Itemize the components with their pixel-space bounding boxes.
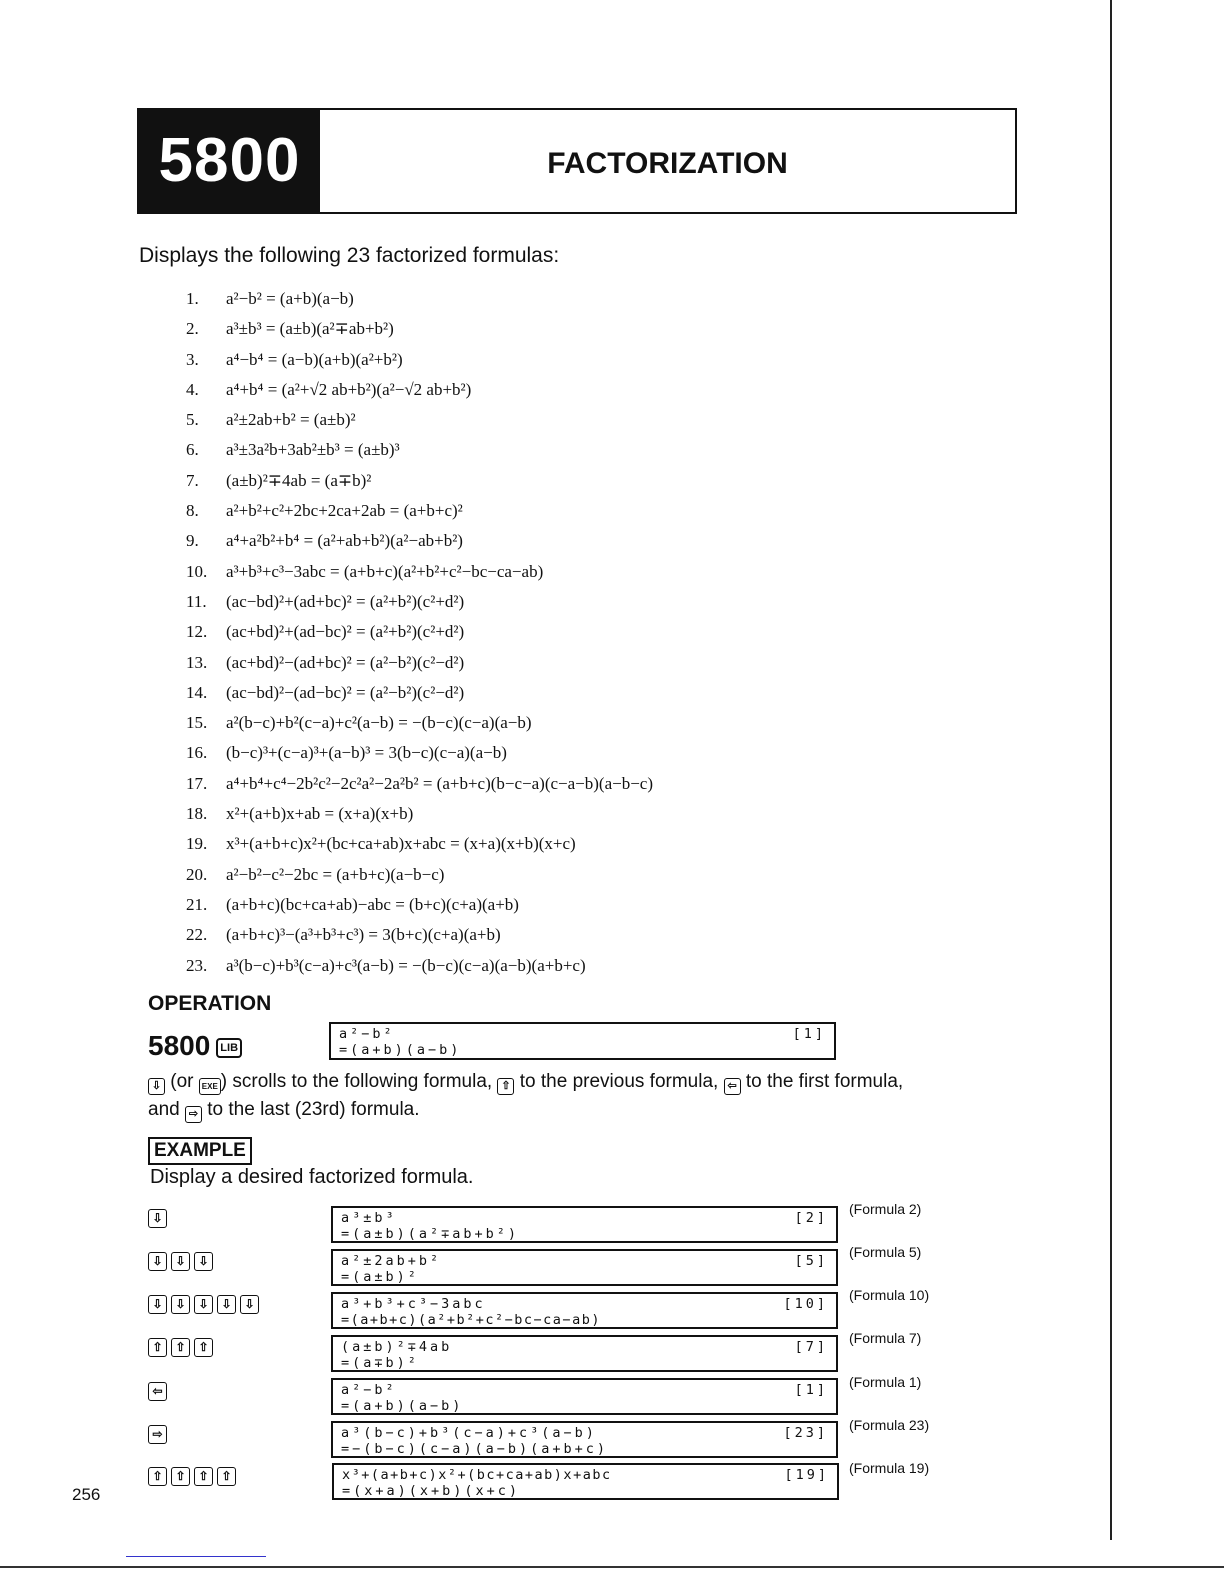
example-display: x³+(a+b+c)x²+(bc+ca+ab)x+abc =(x+a)(x+b)(x+c) [19] bbox=[332, 1463, 839, 1500]
section-title: FACTORIZATION bbox=[547, 147, 788, 180]
formula-item: 16. (b−c)³+(c−a)³+(a−b)³ = 3(b−c)(c−a)(a−b) bbox=[186, 743, 507, 763]
example-heading: EXAMPLE bbox=[148, 1137, 252, 1165]
key-sequence bbox=[148, 1252, 217, 1271]
formula-item: 21. (a+b+c)(bc+ca+ab)−abc = (b+c)(c+a)(a+b) bbox=[186, 894, 519, 914]
example-description: Display a desired factorized formula. bbox=[150, 1166, 474, 1188]
down-arrow-key-icon: ⇩ bbox=[240, 1295, 259, 1314]
formula-item: 5. a²±2ab+b² = (a±b)² bbox=[186, 410, 356, 430]
right-arrow-key-icon: ⇨ bbox=[185, 1106, 202, 1123]
key-sequence bbox=[148, 1467, 240, 1486]
formula-item: 10. a³+b³+c³−3abc = (a+b+c)(a²+b²+c²−bc−ca−ab) bbox=[186, 561, 544, 581]
example-display: a³+b³+c³−3abc =(a+b+c)(a²+b²+c²−bc−ca−ab) [10] bbox=[331, 1292, 838, 1329]
up-arrow-key-icon: ⇧ bbox=[217, 1467, 236, 1486]
operation-key: 5800 LIB bbox=[148, 1030, 242, 1062]
formula-item: 6. a³±3a²b+3ab²±b³ = (a±b)³ bbox=[186, 440, 400, 460]
formula-item: 13. (ac+bd)²−(ad+bc)² = (a²−b²)(c²−d²) bbox=[186, 652, 465, 672]
formula-item: 20. a²−b²−c²−2bc = (a+b+c)(a−b−c) bbox=[186, 864, 445, 884]
right-arrow-key-icon: ⇨ bbox=[148, 1425, 167, 1444]
formula-item: 19. x³+(a+b+c)x²+(bc+ca+ab)x+abc = (x+a)(x+b)(x+c) bbox=[186, 834, 576, 854]
key-sequence bbox=[148, 1295, 263, 1314]
formula-item: 9. a⁴+a²b²+b⁴ = (a²+ab+b²)(a²−ab+b²) bbox=[186, 531, 463, 551]
up-arrow-key-icon: ⇧ bbox=[171, 1467, 190, 1486]
formula-item: 18. x²+(a+b)x+ab = (x+a)(x+b) bbox=[186, 804, 414, 824]
key-sequence bbox=[148, 1425, 171, 1444]
down-arrow-key-icon: ⇩ bbox=[194, 1252, 213, 1271]
down-arrow-key-icon: ⇩ bbox=[148, 1209, 167, 1228]
formula-note: (Formula 19) bbox=[849, 1460, 930, 1476]
example-display: a³±b³ =(a±b)(a²∓ab+b²) [2] bbox=[331, 1206, 838, 1243]
page-number: 256 bbox=[72, 1485, 101, 1504]
scroll-description: ⇩ (or EXE ) scrolls to the following formula, ⇧ to the previous formula, ⇦ to the first formula, and ⇨ to the last (23rd) formula. bbox=[148, 1068, 1048, 1124]
operation-display bbox=[329, 1022, 836, 1060]
up-arrow-key-icon: ⇧ bbox=[194, 1338, 213, 1357]
section-number: 5800 bbox=[139, 110, 320, 212]
left-arrow-key-icon: ⇦ bbox=[148, 1382, 167, 1401]
key-sequence bbox=[148, 1382, 171, 1401]
up-arrow-key-icon: ⇧ bbox=[148, 1338, 167, 1357]
formula-item: 14. (ac−bd)²−(ad−bc)² = (a²−b²)(c²−d²) bbox=[186, 682, 465, 702]
down-arrow-key-icon: ⇩ bbox=[148, 1295, 167, 1314]
formula-item: 3. a⁴−b⁴ = (a−b)(a+b)(a²+b²) bbox=[186, 349, 403, 369]
formula-item: 2. a³±b³ = (a±b)(a²∓ab+b²) bbox=[186, 319, 394, 339]
formula-note: (Formula 7) bbox=[849, 1330, 922, 1346]
formula-item: 7. (a±b)²∓4ab = (a∓b)² bbox=[186, 470, 372, 490]
section-header bbox=[137, 108, 1017, 214]
formula-item: 23. a³(b−c)+b³(c−a)+c³(a−b) = −(b−c)(c−a)(a−b)(a+b+c) bbox=[186, 955, 586, 975]
example-display: a²±2ab+b² =(a±b)² [5] bbox=[331, 1249, 838, 1286]
formula-item: 8. a²+b²+c²+2bc+2ca+2ab = (a+b+c)² bbox=[186, 501, 463, 521]
formula-note: (Formula 10) bbox=[849, 1287, 930, 1303]
display-line-2: =(a+b)(a−b) bbox=[339, 1042, 462, 1058]
example-display: (a±b)²∓4ab =(a∓b)² [7] bbox=[331, 1335, 838, 1372]
key-sequence bbox=[148, 1338, 217, 1357]
underline-mark bbox=[126, 1556, 266, 1557]
formula-note: (Formula 5) bbox=[849, 1244, 922, 1260]
down-arrow-key-icon: ⇩ bbox=[217, 1295, 236, 1314]
example-display: a³(b−c)+b³(c−a)+c³(a−b) =−(b−c)(c−a)(a−b)(a+b+c) [23] bbox=[331, 1421, 838, 1458]
example-display: a²−b² =(a+b)(a−b) [1] bbox=[331, 1378, 838, 1415]
formula-item: 22. (a+b+c)³−(a³+b³+c³) = 3(b+c)(c+a)(a+b) bbox=[186, 925, 501, 945]
lib-key-icon: LIB bbox=[216, 1038, 242, 1058]
up-arrow-key-icon: ⇧ bbox=[171, 1338, 190, 1357]
formula-item: 4. a⁴+b⁴ = (a²+√2 ab+b²)(a²−√2 ab+b²) bbox=[186, 379, 472, 399]
page-edge-bottom bbox=[0, 1566, 1224, 1568]
key-sequence bbox=[148, 1209, 171, 1228]
up-arrow-key-icon: ⇧ bbox=[148, 1467, 167, 1486]
formula-item: 17. a⁴+b⁴+c⁴−2b²c²−2c²a²−2a²b² = (a+b+c)(b−c−a)(c−a−b)(a−b−c) bbox=[186, 773, 654, 793]
down-arrow-key-icon: ⇩ bbox=[171, 1295, 190, 1314]
operation-heading: OPERATION bbox=[148, 992, 272, 1015]
down-arrow-key-icon: ⇩ bbox=[148, 1078, 165, 1095]
display-line-1: a²−b² bbox=[339, 1026, 395, 1042]
display-tag: [1] bbox=[792, 1026, 826, 1042]
exe-key-icon: EXE bbox=[199, 1078, 221, 1095]
left-arrow-key-icon: ⇦ bbox=[724, 1078, 741, 1095]
formula-note: (Formula 2) bbox=[849, 1201, 922, 1217]
formula-list bbox=[186, 284, 653, 981]
page-edge-right bbox=[1110, 0, 1112, 1540]
up-arrow-key-icon: ⇧ bbox=[194, 1467, 213, 1486]
formula-note: (Formula 1) bbox=[849, 1374, 922, 1390]
formula-item: 15. a²(b−c)+b²(c−a)+c²(a−b) = −(b−c)(c−a)(a−b) bbox=[186, 713, 532, 733]
down-arrow-key-icon: ⇩ bbox=[171, 1252, 190, 1271]
formula-item: 11. (ac−bd)²+(ad+bc)² = (a²+b²)(c²+d²) bbox=[186, 591, 465, 611]
intro-text: Displays the following 23 factorized formulas: bbox=[139, 244, 560, 267]
formula-note: (Formula 23) bbox=[849, 1417, 930, 1433]
down-arrow-key-icon: ⇩ bbox=[148, 1252, 167, 1271]
down-arrow-key-icon: ⇩ bbox=[194, 1295, 213, 1314]
formula-item: 1. a²−b² = (a+b)(a−b) bbox=[186, 289, 354, 308]
formula-item: 12. (ac+bd)²+(ad−bc)² = (a²+b²)(c²+d²) bbox=[186, 622, 465, 642]
up-arrow-key-icon: ⇧ bbox=[497, 1078, 514, 1095]
